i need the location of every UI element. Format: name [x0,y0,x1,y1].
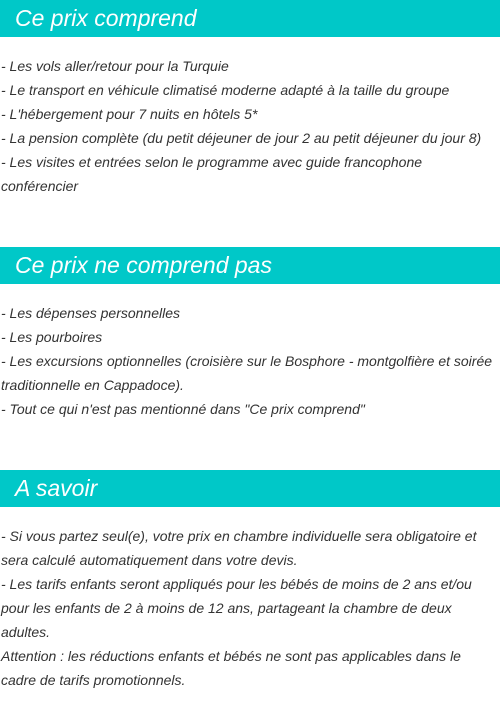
section-body [0,37,500,198]
section-good-to-know [0,470,500,692]
section-title: A savoir [15,475,98,501]
section-header [0,0,500,37]
list-item: - Tout ce qui n'est pas mentionné dans "Ce prix comprend" [1,401,365,417]
section-header [0,470,500,507]
list-item: - L'hébergement pour 7 nuits en hôtels 5* [1,106,258,122]
section-body [0,507,500,692]
section-header [0,247,500,284]
list-item: - Les pourboires [1,329,103,345]
section-body [0,284,500,421]
list-item: - Les visites et entrées selon le programme avec guide francophone conférencier [1,154,423,194]
list-item: Attention : les réductions enfants et bébés ne sont pas applicables dans le cadre de tarifs promotionnels. [1,648,461,688]
section-price-excludes [0,247,500,421]
list-item: - Les dépenses personnelles [1,305,181,321]
list-item: - Les excursions optionnelles (croisière sur le Bosphore - montgolfière et soirée traditionnelle en Cappadoce). [1,353,493,393]
section-title: Ce prix comprend [15,5,197,31]
list-item: - La pension complète (du petit déjeuner de jour 2 au petit déjeuner du jour 8) [1,130,482,146]
section-price-includes [0,0,500,198]
list-item: - Les tarifs enfants seront appliqués pour les bébés de moins de 2 ans et/ou pour les enfants de 2 à moins de 12 ans, partageant la chambre de deux adultes. [1,576,472,640]
list-item: - Les vols aller/retour pour la Turquie [1,58,229,74]
list-item: - Le transport en véhicule climatisé moderne adapté à la taille du groupe [1,82,450,98]
section-title: Ce prix ne comprend pas [15,252,272,278]
list-item: - Si vous partez seul(e), votre prix en chambre individuelle sera obligatoire et sera calculé automatiquement dans votre devis. [1,528,477,568]
